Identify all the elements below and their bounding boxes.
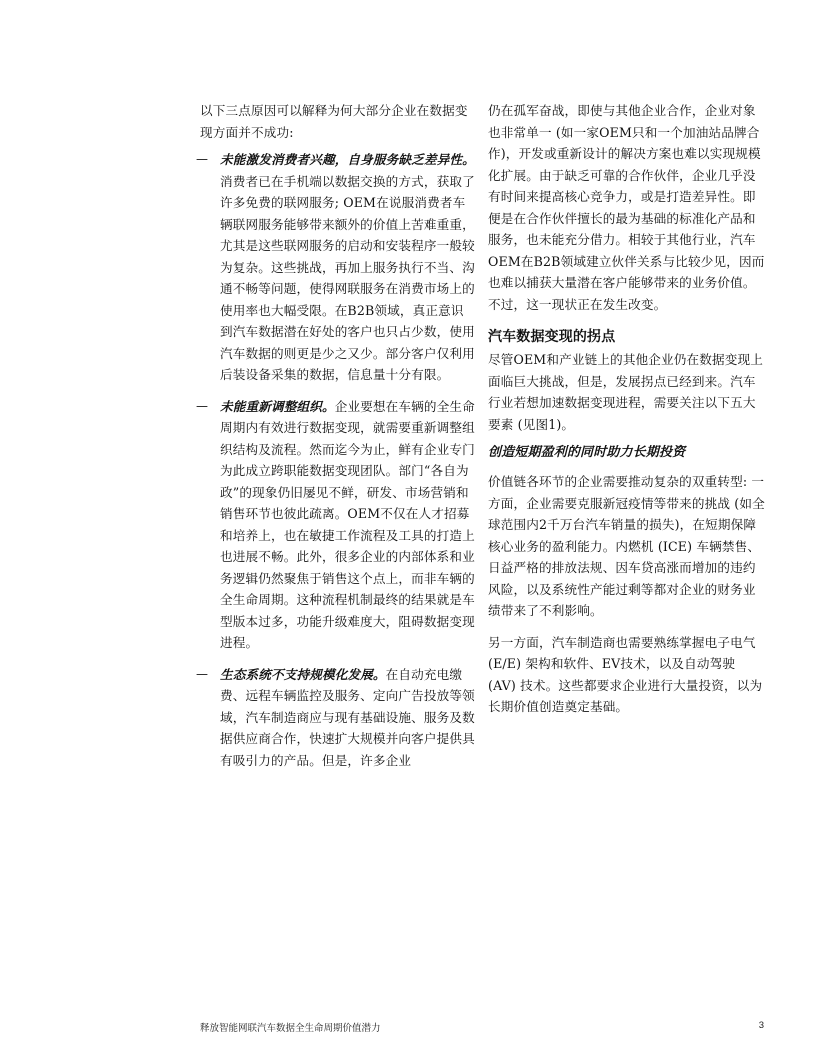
bullet-body: 在自动充电缴费、远程车辆监控及服务、定向广告投放等领域，汽车制造商应与现有基础设施、服务及数据供应商合作，快速扩大规模并向客户提供具有吸引力的产品。但是，许多企业 — [220, 666, 475, 768]
section-paragraph: 尽管OEM和产业链上的其他企业仍在数据变现上面临巨大挑战，但是，发展拐点已经到来。汽车行业若想加速数据变现进程，需要关注以下五大要素 (见图1)。 — [488, 352, 763, 432]
dash-bullet-icon: — — [196, 152, 209, 166]
page-number: 3 — [758, 1020, 764, 1031]
continuation-paragraph: 仍在孤军奋战，即使与其他企业合作，企业对象也非常单一 (如一家OEM只和一个加油站品牌合作)，开发或重新设计的解决方案也难以实现规模化扩展。由于缺乏可靠的合作伙伴，企业几乎没有时间来提高核心竞争力，或是打造差异性。即便是在合作伙伴擅长的最为基础的标准化产品和服务，也未能充分借力。相较于其他行业，汽车OEM在B2B领域建立伙伴关系与比较少见，因而也难以捕获大量潜在客户能够带来的业务价值。不过，这一现状正在发生改变。 — [488, 103, 765, 312]
footer-title: 释放智能网联汽车数据全生命周期价值潜力 — [200, 1023, 381, 1034]
left-column — [196, 100, 476, 771]
right-column — [488, 100, 766, 718]
intro-paragraph: 以下三点原因可以解释为何大部分企业在数据变现方面并不成功: — [200, 103, 468, 140]
body-paragraph: 价值链各环节的企业需要推动复杂的双重转型: 一方面，企业需要克服新冠疫情等带来的挑战 (如全球范围内2千万台汽车销量的损失)，在短期保障核心业务的盈利能力。内燃机 (ICE) 车辆禁售、日益严格的排放法规、因车贷高涨而增加的违约风险，以及系统性产能过剩等都对企业的财务业绩带来了不利影响。 — [488, 474, 765, 618]
bullet-heading: 生态系统不支持规模化发展。 — [220, 666, 386, 682]
bullet-item — [196, 149, 476, 386]
bullet-heading: 未能激发消费者兴趣，自身服务缺乏差异性。 — [220, 152, 475, 167]
bullet-heading: 未能重新调整组织。 — [220, 398, 335, 414]
bullet-item — [196, 396, 476, 654]
dash-bullet-icon: — — [196, 666, 209, 681]
dash-bullet-icon: — — [196, 398, 209, 413]
subsection-heading: 创造短期盈利的同时助力长期投资 — [488, 445, 686, 460]
bullet-body: 企业要想在车辆的全生命周期内有效进行数据变现，就需要重新调整组织结构及流程。然而迄今为止，鲜有企业专门为此成立跨职能数据变现团队。部门“各自为政”的现象仍旧屡见不鲜，研发、市场营销和销售环节也彼此疏离。OEM不仅在人才招募和培养上，也在敏捷工作流程及工具的打造上也进展不畅。此外，很多企业的内部体系和业务逻辑仍然聚焦于销售这个点上，而非车辆的全生命周期。这种流程机制最终的结果就是车型版本过多，功能升级难度大，阻碍数据变现进程。 — [220, 398, 475, 650]
bullet-body: 消费者已在手机端以数据交换的方式，获取了许多免费的联网服务; OEM在说服消费者车辆联网服务能够带来额外的价值上苦难重重，尤其是这些联网服务的启动和安装程序一般较为复杂。这些挑战，再加上服务执行不当、沟通不畅等问题，使得网联服务在消费市场上的使用率也大幅受限。在B2B领域，真正意识到汽车数据潜在好处的客户也只占少数，使用汽车数据的则更是少之又少。部分客户仅利用后装设备采集的数据，信息量十分有限。 — [220, 173, 475, 382]
bullet-item — [196, 664, 476, 772]
body-paragraph: 另一方面，汽车制造商也需要熟练掌握电子电气 (E/E) 架构和软件、EV技术，以及自动驾驶 (AV) 技术。这些都要求企业进行大量投资，以为长期价值创造奠定基础。 — [488, 634, 763, 714]
section-heading: 汽车数据变现的拐点 — [488, 329, 616, 345]
